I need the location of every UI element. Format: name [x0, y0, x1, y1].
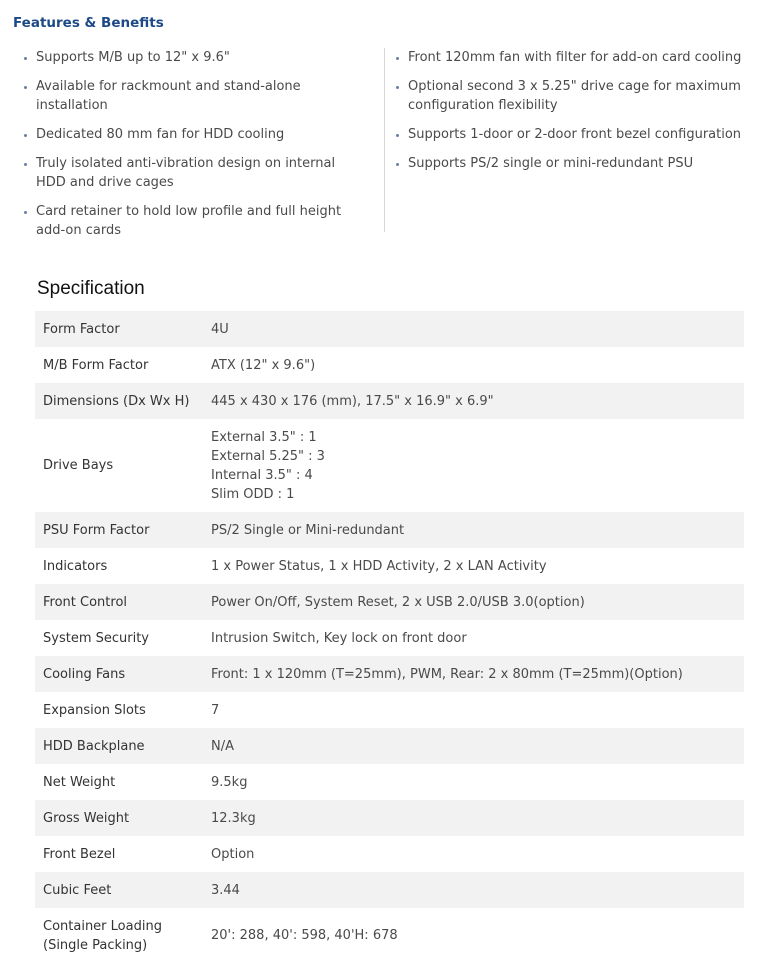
spec-label: Front Control: [43, 594, 128, 610]
spec-value: [211, 557, 744, 576]
spec-row: [35, 728, 744, 764]
features-left-list: [24, 48, 364, 250]
spec-label: Indicators: [43, 558, 108, 574]
bullet-icon: [24, 57, 27, 60]
spec-value: [211, 845, 744, 864]
bullet-icon: [24, 163, 27, 166]
spec-value-line: 1 x Power Status, 1 x HDD Activity, 2 x LAN Activity: [211, 558, 547, 574]
spec-value-line: 9.5kg: [211, 774, 248, 790]
feature-item: [396, 154, 746, 173]
spec-value-line: Intrusion Switch, Key lock on front door: [211, 630, 467, 646]
feature-item: [24, 154, 364, 192]
spec-value: [211, 320, 744, 339]
spec-row: [35, 692, 744, 728]
spec-value-line: 12.3kg: [211, 810, 256, 826]
features-title: Features & Benefits: [13, 15, 164, 31]
spec-value-line: PS/2 Single or Mini-redundant: [211, 522, 405, 538]
bullet-icon: [396, 163, 399, 166]
spec-row: [35, 548, 744, 584]
spec-value-line: Internal 3.5" : 4: [211, 467, 313, 483]
feature-text: Optional second 3 x 5.25" drive cage for maximum configuration flexibility: [408, 79, 741, 113]
spec-value-line: External 3.5" : 1: [211, 429, 317, 445]
spec-value-line: External 5.25" : 3: [211, 448, 325, 464]
spec-row: [35, 872, 744, 908]
spec-row: [35, 419, 744, 512]
spec-label: Form Factor: [43, 321, 120, 337]
spec-row: [35, 800, 744, 836]
feature-item: [24, 77, 364, 115]
spec-row: [35, 836, 744, 872]
spec-value-line: Slim ODD : 1: [211, 486, 295, 502]
spec-value: [211, 356, 744, 375]
spec-value: [211, 773, 744, 792]
spec-label: Container Loading (Single Packing): [43, 918, 162, 953]
bullet-icon: [24, 211, 27, 214]
spec-row: [35, 584, 744, 620]
feature-text: Front 120mm fan with filter for add-on card cooling: [408, 50, 742, 65]
feature-text: Available for rackmount and stand-alone installation: [36, 79, 301, 113]
spec-value-line: ATX (12" x 9.6"): [211, 357, 316, 373]
spec-row: [35, 764, 744, 800]
feature-text: Supports M/B up to 12" x 9.6": [36, 50, 230, 65]
spec-value: [211, 665, 744, 684]
spec-value: [211, 737, 744, 756]
spec-value: [211, 926, 744, 945]
spec-label: HDD Backplane: [43, 738, 145, 754]
spec-value: [211, 392, 744, 411]
spec-label: PSU Form Factor: [43, 522, 150, 538]
spec-row: [35, 383, 744, 419]
spec-value: [211, 701, 744, 720]
spec-label: Front Bezel: [43, 846, 116, 862]
spec-value: [211, 593, 744, 612]
spec-row: [35, 656, 744, 692]
feature-text: Dedicated 80 mm fan for HDD cooling: [36, 127, 285, 142]
specification-table: [35, 311, 744, 963]
spec-row: [35, 512, 744, 548]
spec-row: [35, 311, 744, 347]
spec-value-line: Front: 1 x 120mm (T=25mm), PWM, Rear: 2 x 80mm (T=25mm)(Option): [211, 666, 683, 682]
bullet-icon: [396, 57, 399, 60]
specification-title: Specification: [37, 278, 145, 299]
spec-label: Net Weight: [43, 774, 116, 790]
feature-item: [396, 77, 746, 115]
spec-label: Cooling Fans: [43, 666, 126, 682]
spec-value-line: 3.44: [211, 882, 240, 898]
spec-label: Expansion Slots: [43, 702, 146, 718]
spec-value-line: Power On/Off, System Reset, 2 x USB 2.0/USB 3.0(option): [211, 594, 585, 610]
spec-label: Gross Weight: [43, 810, 130, 826]
features-section: [0, 48, 773, 238]
spec-label: M/B Form Factor: [43, 357, 149, 373]
spec-value-line: 4U: [211, 321, 229, 337]
feature-text: Supports 1-door or 2-door front bezel configuration: [408, 127, 742, 142]
bullet-icon: [24, 134, 27, 137]
spec-value: [211, 881, 744, 900]
spec-value: [211, 521, 744, 540]
spec-label: Cubic Feet: [43, 882, 112, 898]
spec-label: Dimensions (Dx Wx H): [43, 393, 190, 409]
feature-text: Supports PS/2 single or mini-redundant PSU: [408, 156, 694, 171]
feature-text: Card retainer to hold low profile and full height add-on cards: [36, 204, 342, 238]
feature-text: Truly isolated anti-vibration design on internal HDD and drive cages: [36, 156, 336, 190]
bullet-icon: [24, 86, 27, 89]
feature-item: [24, 202, 364, 240]
spec-value: [211, 629, 744, 648]
column-divider: [384, 48, 385, 232]
spec-value-line: Option: [211, 846, 255, 862]
bullet-icon: [396, 86, 399, 89]
feature-item: [396, 48, 746, 67]
spec-value-line: N/A: [211, 738, 234, 754]
spec-value-line: 7: [211, 702, 220, 718]
bullet-icon: [396, 134, 399, 137]
feature-item: [24, 125, 364, 144]
spec-row: [35, 620, 744, 656]
spec-value: [211, 809, 744, 828]
spec-value-line: 445 x 430 x 176 (mm), 17.5" x 16.9" x 6.9": [211, 393, 494, 409]
spec-row: [35, 908, 744, 963]
spec-value-line: 20': 288, 40': 598, 40'H: 678: [211, 928, 398, 943]
spec-value: [211, 428, 744, 504]
feature-item: [396, 125, 746, 144]
spec-label: Drive Bays: [43, 458, 114, 473]
spec-label: System Security: [43, 630, 149, 646]
features-right-list: [396, 48, 746, 183]
spec-row: [35, 347, 744, 383]
feature-item: [24, 48, 364, 67]
